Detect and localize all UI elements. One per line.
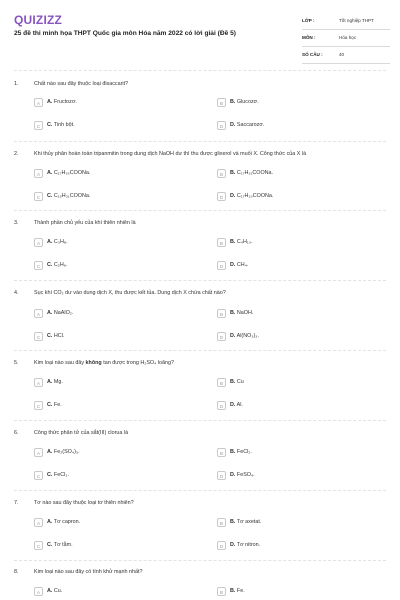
option-letter-box: C <box>34 541 43 550</box>
option-text: C₂H₆. <box>53 262 68 268</box>
option-text: Tơ nitron. <box>236 542 261 548</box>
option-label: D. <box>230 333 236 339</box>
question-divider <box>14 210 386 211</box>
option-text: FeCl₂. <box>236 449 252 455</box>
question-divider <box>14 280 386 281</box>
option-label: B. <box>230 588 236 594</box>
emphasis-text: không <box>85 360 102 366</box>
option-letter-box: B <box>217 309 226 318</box>
option-text: CH₄. <box>236 262 249 268</box>
meta-row-count <box>302 47 390 64</box>
document-header <box>0 0 400 62</box>
option-label: B. <box>230 170 236 176</box>
question-text: Kim loại nào sau đây không tan được trong H₂SO₄ loãng? <box>34 360 174 366</box>
option-text: C₃H₈. <box>53 239 68 245</box>
option-text: FeSO₄. <box>236 472 255 478</box>
option-letter-box: D <box>217 471 226 480</box>
meta-value: Hóa học <box>339 35 357 40</box>
option-label: A. <box>47 310 53 316</box>
option-text: C₁₇H₃₅COONa. <box>53 170 91 176</box>
question-divider <box>14 350 386 351</box>
option-letter-box: C <box>34 192 43 201</box>
option-letter-box: B <box>217 98 226 107</box>
question-text: Chất nào sau đây thuộc loại đisaccarit? <box>34 81 129 87</box>
option-letter-box: D <box>217 121 226 130</box>
option-text: Al. <box>236 402 243 408</box>
option-letter-box: D <box>217 332 226 341</box>
question-number: 6. <box>14 430 19 436</box>
question-text: Sục khí CO₂ dư vào dung dịch X, thu được kết tủa. Dung dịch X chứa chất nào? <box>34 290 226 296</box>
question-text: Kim loại nào sau đây có tính khử mạnh nhất? <box>34 569 143 575</box>
option-label: B. <box>230 310 236 316</box>
option-label: A. <box>47 588 53 594</box>
question-number: 8. <box>14 569 19 575</box>
option-letter-box: A <box>34 98 43 107</box>
option-letter-box: B <box>217 378 226 387</box>
option-letter-box: A <box>34 238 43 247</box>
option-letter-box: C <box>34 261 43 270</box>
option-label: C. <box>47 402 53 408</box>
option-label: B. <box>230 239 236 245</box>
option-label: A. <box>47 519 53 525</box>
option-letter-box: A <box>34 448 43 457</box>
meta-value: Tốt nghiệp THPT <box>339 18 374 23</box>
option-letter-box: A <box>34 587 43 596</box>
meta-table <box>302 13 390 64</box>
option-letter-box: A <box>34 309 43 318</box>
option-label: C. <box>47 333 53 339</box>
option-label: A. <box>47 449 53 455</box>
question-text: Thành phần chủ yếu của khí thiên nhiên là <box>34 220 136 226</box>
option-letter-box: B <box>217 169 226 178</box>
question-text: Tơ nào sau đây thuộc loại tơ thiên nhiên? <box>34 500 134 506</box>
option-label: C. <box>47 472 53 478</box>
question-divider <box>14 490 386 491</box>
option-text: Fructozơ. <box>53 99 77 105</box>
option-letter-box: C <box>34 121 43 130</box>
option-text: Fe₂(SO₄)₃. <box>53 449 80 455</box>
option-label: C. <box>47 193 53 199</box>
option-letter-box: B <box>217 587 226 596</box>
option-label: D. <box>230 542 236 548</box>
option-letter-box: D <box>217 192 226 201</box>
option-letter-box: B <box>217 238 226 247</box>
option-text: Glucozơ. <box>236 99 259 105</box>
option-text: C₁₇H₃₁COONa. <box>236 170 274 176</box>
meta-key: MÔN : <box>302 35 316 40</box>
document-title: 25 đề thi minh họa THPT Quốc gia môn Hóa năm 2022 có lời giải (Đề 5) <box>14 30 236 37</box>
question-divider <box>14 141 386 142</box>
option-label: D. <box>230 402 236 408</box>
question-number: 4. <box>14 290 19 296</box>
question-number: 5. <box>14 360 19 366</box>
option-text: Saccarozơ. <box>236 122 265 128</box>
option-letter-box: C <box>34 471 43 480</box>
option-label: A. <box>47 239 53 245</box>
option-text: Cu <box>236 379 244 385</box>
meta-key: SỐ CÂU : <box>302 52 323 57</box>
question-divider <box>14 420 386 421</box>
option-label: B. <box>230 519 236 525</box>
option-letter-box: D <box>217 261 226 270</box>
option-text: Mg. <box>53 379 63 385</box>
option-text: Tơ capron. <box>53 519 81 525</box>
option-label: A. <box>47 379 53 385</box>
option-letter-box: C <box>34 401 43 410</box>
option-text: Tinh bột. <box>53 122 75 128</box>
option-text: Fe. <box>236 588 245 594</box>
option-text: Tơ tằm. <box>53 542 73 548</box>
question-number: 3. <box>14 220 19 226</box>
quizizz-logo: QUIZIZZ <box>14 13 63 27</box>
question-text: Khi thủy phân hoàn toàn tripanmitin trong dung dịch NaOH dư thì thu được glixerol và muối X. Công thức của X là <box>34 151 307 157</box>
option-text: FeCl₃. <box>53 472 69 478</box>
option-text: Tơ axetat. <box>236 519 262 525</box>
option-label: A. <box>47 170 53 176</box>
meta-key: LỚP : <box>302 18 315 23</box>
meta-row-class <box>302 13 390 30</box>
option-text: C₄H₁₀. <box>236 239 253 245</box>
question-text: Công thức phân tử của sắt(III) clorua là <box>34 430 129 436</box>
option-text: HCl. <box>53 333 65 339</box>
option-label: D. <box>230 122 236 128</box>
option-label: C. <box>47 542 53 548</box>
option-letter-box: C <box>34 332 43 341</box>
option-text: Cu. <box>53 588 63 594</box>
option-label: C. <box>47 122 53 128</box>
option-label: B. <box>230 99 236 105</box>
option-letter-box: D <box>217 401 226 410</box>
question-number: 1. <box>14 81 19 87</box>
option-label: B. <box>230 449 236 455</box>
option-label: D. <box>230 472 236 478</box>
option-letter-box: A <box>34 378 43 387</box>
option-text: Al(NO₃)₃. <box>236 333 259 339</box>
option-label: D. <box>230 193 236 199</box>
option-letter-box: B <box>217 448 226 457</box>
option-text: C₁₅H₃₁COONa. <box>53 193 91 199</box>
option-letter-box: D <box>217 541 226 550</box>
header-divider <box>14 70 386 71</box>
meta-value: 40 <box>339 52 345 57</box>
question-number: 2. <box>14 151 19 157</box>
option-text: C₁₇H₃₃COONa. <box>236 193 274 199</box>
option-text: NaAlO₂. <box>53 310 74 316</box>
meta-row-subject <box>302 30 390 47</box>
option-label: C. <box>47 262 53 268</box>
option-letter-box: A <box>34 169 43 178</box>
option-letter-box: B <box>217 518 226 527</box>
option-letter-box: A <box>34 518 43 527</box>
option-label: B. <box>230 379 236 385</box>
question-number: 7. <box>14 500 19 506</box>
option-text: Fe. <box>53 402 62 408</box>
question-divider <box>14 560 386 561</box>
option-text: NaOH. <box>236 310 254 316</box>
option-label: A. <box>47 99 53 105</box>
option-label: D. <box>230 262 236 268</box>
